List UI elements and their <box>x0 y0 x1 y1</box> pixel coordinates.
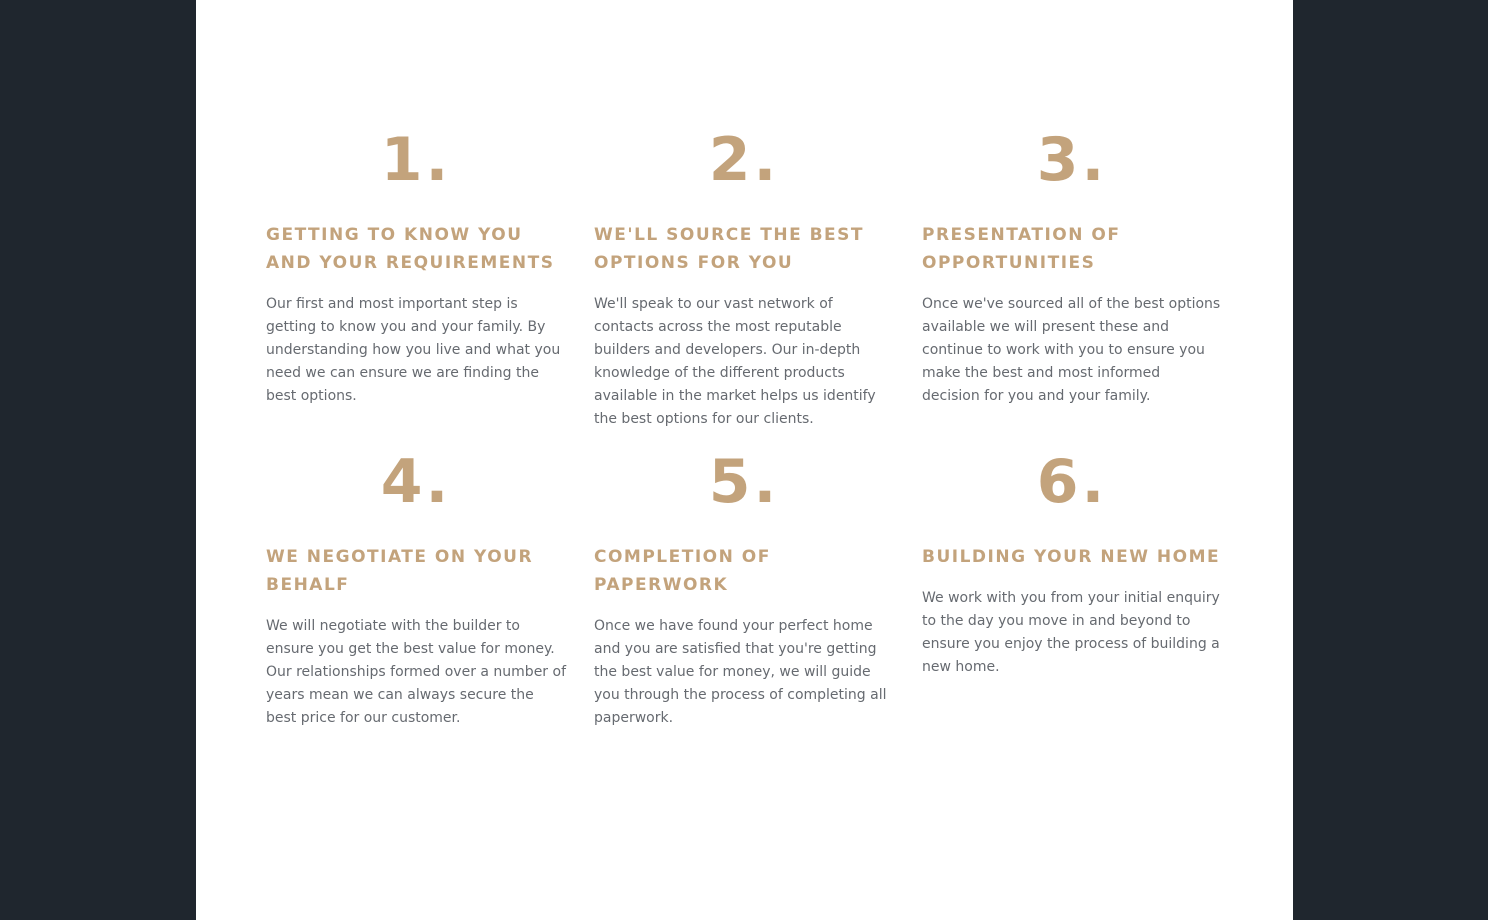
step-description: Once we've sourced all of the best options available we will present these and continue to work with you to ensure you make the best and most informed decision for you and your family. <box>922 296 1221 404</box>
process-step-5 <box>594 449 894 730</box>
step-description: Once we have found your perfect home and you are satisfied that you're getting the best value for money, we will guide you through the process of completing all paperwork. <box>594 618 887 726</box>
step-description: We'll speak to our vast network of contacts across the most reputable builders and developers. Our in-depth knowledge of the different products available in the market helps us identify the best options for our clients. <box>594 296 876 427</box>
step-number: 2. <box>708 125 780 195</box>
step-number: 6. <box>1036 447 1108 517</box>
step-description: We will negotiate with the builder to ensure you get the best value for money. Our relationships formed over a number of years mean we can always secure the best price for our customer. <box>266 618 567 726</box>
step-title: WE NEGOTIATE ON YOUR BEHALF <box>266 547 534 595</box>
process-step-2 <box>594 127 894 431</box>
process-step-1 <box>266 127 566 408</box>
step-description: We work with you from your initial enquiry to the day you move in and beyond to ensure you enjoy the process of building a new home. <box>922 590 1220 675</box>
process-step-3 <box>922 127 1222 408</box>
step-number: 3. <box>1036 125 1108 195</box>
step-title: COMPLETION OF PAPERWORK <box>594 547 771 595</box>
step-title: WE'LL SOURCE THE BEST OPTIONS FOR YOU <box>594 225 865 273</box>
content-page <box>196 0 1293 920</box>
step-description: Our first and most important step is getting to know you and your family. By understanding how you live and what you need we can ensure we are finding the best options. <box>266 296 561 404</box>
step-number: 1. <box>380 125 452 195</box>
step-title: GETTING TO KNOW YOU AND YOUR REQUIREMENTS <box>266 225 555 273</box>
process-step-4 <box>266 449 566 730</box>
step-number: 5. <box>708 447 780 517</box>
process-step-6 <box>922 449 1222 679</box>
step-title: PRESENTATION OF OPPORTUNITIES <box>922 225 1121 273</box>
step-title: BUILDING YOUR NEW HOME <box>922 547 1221 567</box>
step-number: 4. <box>380 447 452 517</box>
